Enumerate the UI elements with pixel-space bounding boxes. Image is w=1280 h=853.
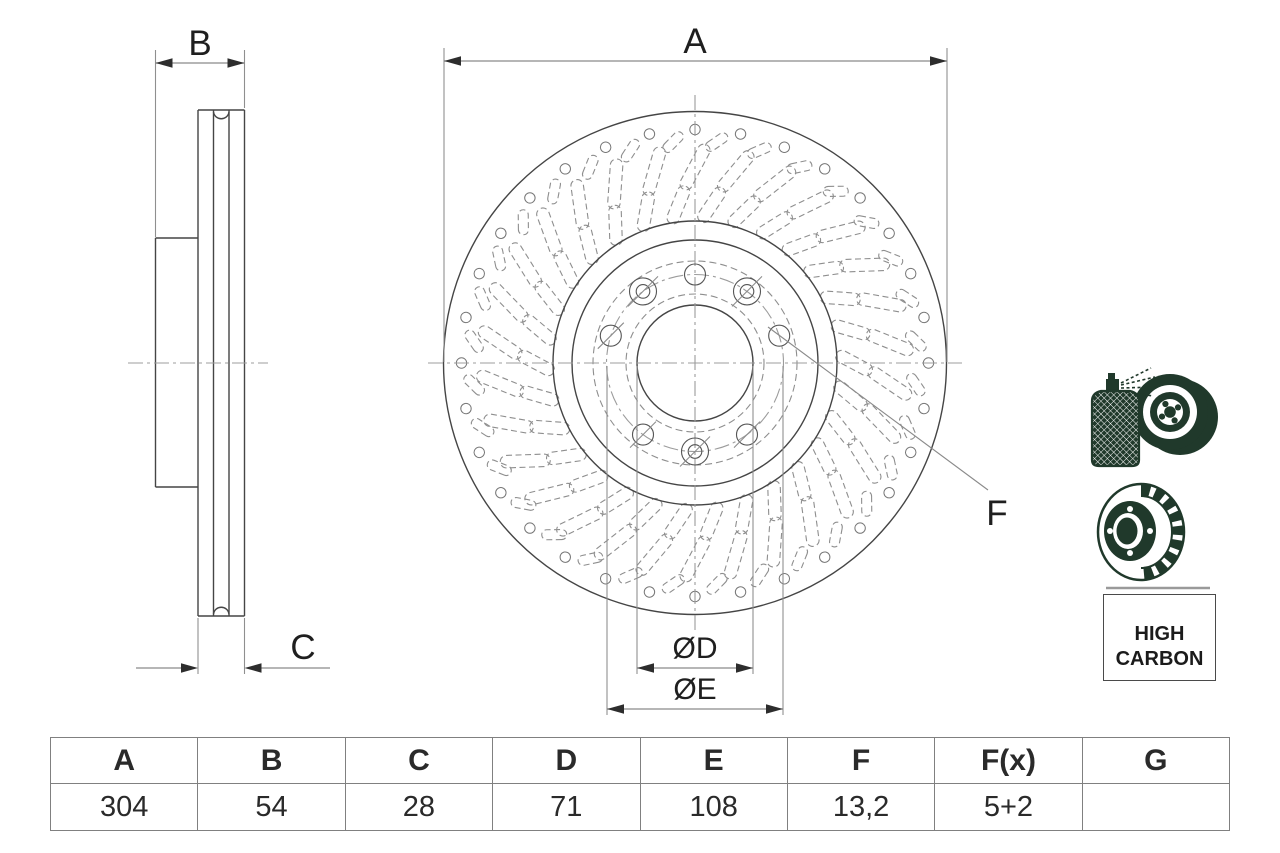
vent-slot xyxy=(570,179,589,230)
vent-slot xyxy=(705,571,730,596)
rim-hole xyxy=(778,140,792,154)
value-d: 71 xyxy=(493,784,640,831)
bolt-dot xyxy=(1127,506,1133,512)
rim-hole xyxy=(882,226,896,240)
arrowhead-left xyxy=(181,663,198,672)
can-body xyxy=(1092,391,1139,466)
vent-slot xyxy=(862,491,872,516)
vent-slot xyxy=(546,447,587,465)
rim-hole xyxy=(523,191,538,206)
vent-slot xyxy=(790,545,809,572)
vent-slot xyxy=(636,191,655,233)
rim-hole xyxy=(778,572,792,586)
vent-slot xyxy=(462,373,487,398)
value-b: 54 xyxy=(198,784,345,831)
rim-hole xyxy=(853,521,868,536)
col-header-fx: F(x) xyxy=(935,738,1082,784)
vent-slot xyxy=(529,420,570,435)
col-header-c: C xyxy=(345,738,492,784)
col-header-a: A xyxy=(51,738,198,784)
vent-slot xyxy=(519,385,561,408)
vent-slot xyxy=(749,562,771,588)
vent-slot xyxy=(823,186,848,196)
vent-slot xyxy=(695,185,728,225)
vent-slot xyxy=(746,141,773,160)
arrowhead-left xyxy=(637,663,654,672)
hole-centermark xyxy=(630,422,656,448)
table-header-row xyxy=(51,738,1230,784)
rim-hole xyxy=(818,162,832,176)
rim-hole xyxy=(599,572,613,586)
rim-hole xyxy=(460,402,472,414)
vent-slot xyxy=(510,497,536,511)
vent-slot xyxy=(815,220,867,244)
vent-slot xyxy=(469,417,495,439)
vent-slot xyxy=(877,249,904,268)
vent-slot xyxy=(790,460,812,502)
rim-hole xyxy=(882,486,896,500)
vent-slot xyxy=(829,521,843,547)
arrowhead-left xyxy=(156,58,173,67)
coating-spray-disc-icon xyxy=(1092,368,1218,466)
vent-slot xyxy=(735,493,754,535)
arrowhead-right xyxy=(228,58,245,67)
vent-slot xyxy=(665,184,692,226)
vent-slot xyxy=(660,573,686,595)
rim-hole xyxy=(472,267,486,281)
vented-disc-icon xyxy=(1098,484,1210,588)
rim-hole xyxy=(918,311,930,323)
col-header-b: B xyxy=(198,738,345,784)
rim-hole xyxy=(643,586,655,598)
vent-slot xyxy=(883,454,898,481)
vent-slot xyxy=(905,372,927,398)
rim-hole xyxy=(904,446,918,460)
vent-slot xyxy=(577,551,604,566)
stamp-line-1: HIGH xyxy=(1134,623,1185,645)
vent-slot xyxy=(607,159,623,210)
nozzle xyxy=(1108,373,1115,380)
vent-slot xyxy=(903,329,928,354)
value-fx: 5+2 xyxy=(935,784,1082,831)
vent-slot xyxy=(864,327,915,357)
vent-slot xyxy=(894,287,920,309)
table-value-row xyxy=(51,784,1230,831)
rim-hole xyxy=(494,226,508,240)
vent-slot xyxy=(578,224,600,266)
vent-slot xyxy=(581,154,600,181)
vent-slot xyxy=(463,328,485,354)
vent-slot xyxy=(856,292,907,313)
bore-dot xyxy=(1164,406,1176,418)
arrowhead-right xyxy=(736,663,753,672)
dimension-c xyxy=(136,618,330,674)
arrowhead-right xyxy=(766,704,783,713)
vent-slot xyxy=(860,401,904,446)
rim-hole xyxy=(734,128,746,140)
dim-label-d: ØD xyxy=(672,632,718,665)
rim-hole xyxy=(904,267,918,281)
vent-slot xyxy=(627,496,664,533)
vent-slot xyxy=(723,529,749,581)
vent-slot xyxy=(768,480,782,520)
vent-slot xyxy=(492,245,507,272)
col-header-f: F xyxy=(787,738,934,784)
vent-slot xyxy=(475,368,526,398)
arrowhead-right xyxy=(245,663,262,672)
vent-slot xyxy=(767,517,783,568)
vent-slot xyxy=(725,193,762,230)
value-g xyxy=(1082,784,1229,831)
front-view xyxy=(428,22,1008,715)
rim-hole xyxy=(472,446,486,460)
vent-slot xyxy=(801,496,820,547)
vent-slot xyxy=(826,469,855,520)
vent-slot xyxy=(518,210,528,235)
col-header-d: D xyxy=(493,738,640,784)
high-carbon-stamp xyxy=(1103,594,1216,681)
vent-slot xyxy=(704,131,730,153)
dim-label-e: ØE xyxy=(673,673,717,706)
vent-slot xyxy=(535,206,564,257)
stamp-line-2: CARBON xyxy=(1115,648,1204,670)
vent-slot xyxy=(609,205,623,245)
arrowhead-right xyxy=(930,56,947,65)
arrowhead-left xyxy=(444,56,461,65)
value-a: 304 xyxy=(51,784,198,831)
vent-slot xyxy=(698,500,725,542)
rim-hole xyxy=(494,486,508,500)
vent-slot xyxy=(662,501,695,541)
dim-label-c: C xyxy=(290,628,316,667)
vent-slot xyxy=(617,566,644,585)
hole-centermark xyxy=(732,276,762,306)
hole-centermark xyxy=(598,323,624,349)
vent-slot xyxy=(542,530,567,540)
vent-notch-top xyxy=(214,112,230,119)
side-view xyxy=(128,24,330,674)
rim-hole xyxy=(643,128,655,140)
leader-line xyxy=(768,327,988,490)
vent-slot xyxy=(476,323,524,361)
dim-label-a: A xyxy=(683,22,707,61)
rim-hole xyxy=(918,402,930,414)
rim-hole xyxy=(853,191,868,206)
vent-slot xyxy=(487,280,531,325)
dimension-table xyxy=(50,737,1230,831)
rim-hole xyxy=(523,521,538,536)
bore xyxy=(1117,518,1138,545)
rim-hole xyxy=(460,311,472,323)
value-e: 108 xyxy=(640,784,787,831)
value-c: 28 xyxy=(345,784,492,831)
col-header-g: G xyxy=(1082,738,1229,784)
rim-hole xyxy=(599,140,613,154)
dimension-f xyxy=(768,327,1008,533)
vent-notch-bottom xyxy=(214,607,230,614)
vent-slot xyxy=(853,215,879,229)
bolt-dot xyxy=(1159,414,1165,420)
arrowhead-left xyxy=(607,704,624,713)
vent-slot xyxy=(866,364,914,402)
vent-slot xyxy=(661,130,686,155)
hole-centermark xyxy=(628,276,658,306)
rim-hole xyxy=(558,162,572,176)
bolt-dot xyxy=(1127,550,1133,556)
bolt-dot xyxy=(1172,417,1178,423)
vent-slot xyxy=(831,378,870,413)
rim-hole xyxy=(818,550,832,564)
dim-label-b: B xyxy=(188,24,212,63)
bolt-dot xyxy=(1175,404,1181,410)
vent-slot xyxy=(840,258,890,272)
rim-hole xyxy=(734,586,746,598)
bolt-dot xyxy=(1107,528,1113,534)
hole-centermark xyxy=(734,422,760,448)
bolt-dot xyxy=(1162,401,1168,407)
vent-slot xyxy=(641,146,667,198)
vent-slot xyxy=(830,318,872,341)
bolt-dot xyxy=(1147,528,1153,534)
vent-slot xyxy=(803,261,844,279)
dimension-b xyxy=(156,24,245,237)
dim-label-f: F xyxy=(986,494,1008,533)
vent-slot xyxy=(820,291,861,306)
vent-slot xyxy=(619,137,641,163)
vent-slot xyxy=(500,454,550,468)
col-header-e: E xyxy=(640,738,787,784)
vent-slot xyxy=(486,458,513,477)
vent-slot xyxy=(520,312,559,347)
vent-slot xyxy=(524,482,576,506)
value-f: 13,2 xyxy=(787,784,934,831)
vent-slot xyxy=(483,413,534,434)
vent-slot xyxy=(786,160,813,175)
rim-hole xyxy=(558,550,572,564)
vent-slot xyxy=(547,178,561,204)
